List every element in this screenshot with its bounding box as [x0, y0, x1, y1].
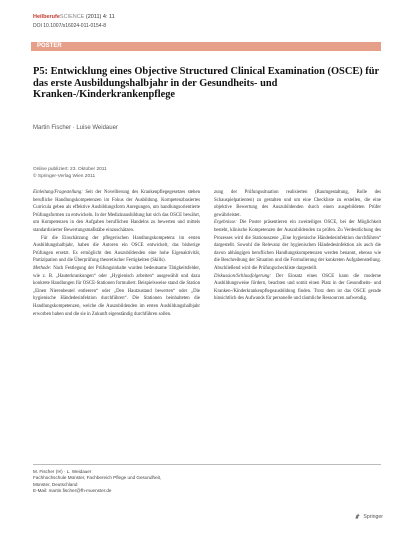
- paragraph-label: Methode:: [33, 265, 52, 271]
- section-label-bar: POSTER: [31, 42, 381, 51]
- paragraph: [33, 235, 200, 265]
- affiliation-institution: Fachhochschule Münster, Fachbereich Pflege und Gesundheit,: [33, 475, 162, 481]
- journal-name-part2: SCIENCE: [59, 14, 85, 20]
- journal-header: [33, 14, 115, 21]
- paragraph: [33, 189, 200, 235]
- paragraph: [214, 219, 381, 272]
- paragraph-text: Die Poster präsentieren ein zweiteiliges OSCE, bei der Möglichkeit besteht, klinische Kompetenzen der Auszubildenden zu prüfen. Zu Verdeutlichung des Prozesses wird die Stationsszene „Eine hygienische Händedesinfektion durchführen“ dargestellt. Sowohl die Relevanz der hygienischen Händedesinfektion als auch die davon abhängigen beruflichen Handlungskompetenzen werden benannt, ebenso wie die Beschreibung der Situation und die Formulierung der konkreten Aufgabenstellung. Abschließend wird die Prüfungscheckliste dargestellt.: [214, 220, 381, 271]
- author-list: Martin Fischer · Luise Weidauer: [33, 125, 118, 131]
- paragraph: [214, 273, 381, 303]
- online-info: [33, 167, 107, 180]
- paragraph-text: Der Einsatz eines OSCE kann die moderne Ausbildungsweise fördern, beachten und somit einen Platz in der Gesundheits- und Kranken-/Kinderkrankenpflegeausbildung finden. Trotz dem ist das OSCE gerade hinsichtlich des Aufwands für personelle und räumliche Ressourcen aufwendig.: [214, 273, 381, 302]
- paragraph-label: Einleitung/Fragestellung:: [33, 190, 83, 195]
- paragraph-label: Ergebnisse:: [214, 220, 237, 226]
- paragraph: [214, 189, 381, 219]
- affiliation-authors: M. Fischer (✉) · L. Weidauer: [33, 469, 92, 474]
- journal-citation: (2011) 4: 11: [85, 14, 115, 20]
- affiliation-city: Münster, Deutschland: [33, 481, 78, 487]
- publisher-name: Springer: [363, 513, 383, 520]
- footer-divider: [33, 464, 381, 465]
- affiliation-email[interactable]: E-Mail: martin.fischer@fh-muenster.de: [33, 487, 112, 493]
- springer-horse-icon: [354, 513, 361, 520]
- copyright-line: © Springer-Verlag Wien 2011: [33, 173, 96, 179]
- paragraph-text: zung der Prüfungssituation realisierten (Raumgestaltung, Rolle des Schauspielpatienten) zu gestalten und um eine Checkliste zu erstellen, die eine objektive Bewertung des Auszubildenden durch einen ausgebildeten Prüfer gewährleistet.: [214, 190, 381, 218]
- paragraph-label: Diskussion/Schlussfolgerung:: [214, 273, 272, 279]
- doi-line[interactable]: DOI 10.1007/s16024-011-0154-8: [33, 23, 107, 29]
- article-title: P5: Entwicklung eines Objective Structured Clinical Examination (OSCE) für das erste Ausbildungshalbjahr in der Gesundheits- und Kranken-/Kinderkrankenpflege: [33, 66, 379, 101]
- journal-name-part1: Heilberufe: [33, 14, 60, 20]
- paragraph-text: Für die Einschätzung der pflegerischen Handlungskompetenz im ersten Ausbildungshalbjahr, haben die Autoren ein OSCE entwickelt, das bisherige Prüfungen ersetzt. Es ermöglicht den Auszubildenden eine hohe Eigenaktivität, Partizipation und die Überprüfung theoretischer Fertigkeiten (Skills).: [33, 235, 200, 264]
- publisher-logo: [354, 513, 383, 520]
- author-affiliation: [33, 469, 213, 494]
- paragraph: [33, 265, 200, 318]
- paragraph-text: Nach Festlegung der Prüfungsinhalte wurden bedeutsame Tätigkeitsfelder, wie z. B. „Hauterkrankungen“ oder „Hygienisch arbeiten“ ausgewählt und dazu konkrete Handlungen für OSCE-Stationen formuliert. Beispielsweise stand die Station „Einen Nierenbeutel entleeren“ oder „Den Hautzustand bewerten“ oder „Die hygienische Händedesinfektion durchführen“. Die Stationen beinhalteten die Handlungskompetenzen, welche die Auszubildenden im ersten Ausbildungshalbjahr erworben haben und die sie in Zukunft eigenständig durchführen sollen.: [33, 265, 200, 317]
- body-column-left: [33, 189, 200, 318]
- paragraph-text: Seit der Novellierung des Krankenpflegegesetzes stehen berufliche Handlungskompetenzen im Fokus der Ausbildung. Kompetenzbasiertes Curricula geben als effektive Ausbildungsform Anregungen, um handlungsorientierte Prüfungsformen zu entwickeln. In der Medizinausbildung hat sich das OSCE bewährt, um Kompetenzen in den Aufgaben beruflichen Handelns zu bewerten und mittels standardisierter Bewertungsmaßstäbe einzuschätzen.: [33, 190, 200, 233]
- body-column-right: [214, 189, 381, 303]
- online-date: Online publiziert: 23. Oktober 2011: [33, 167, 107, 172]
